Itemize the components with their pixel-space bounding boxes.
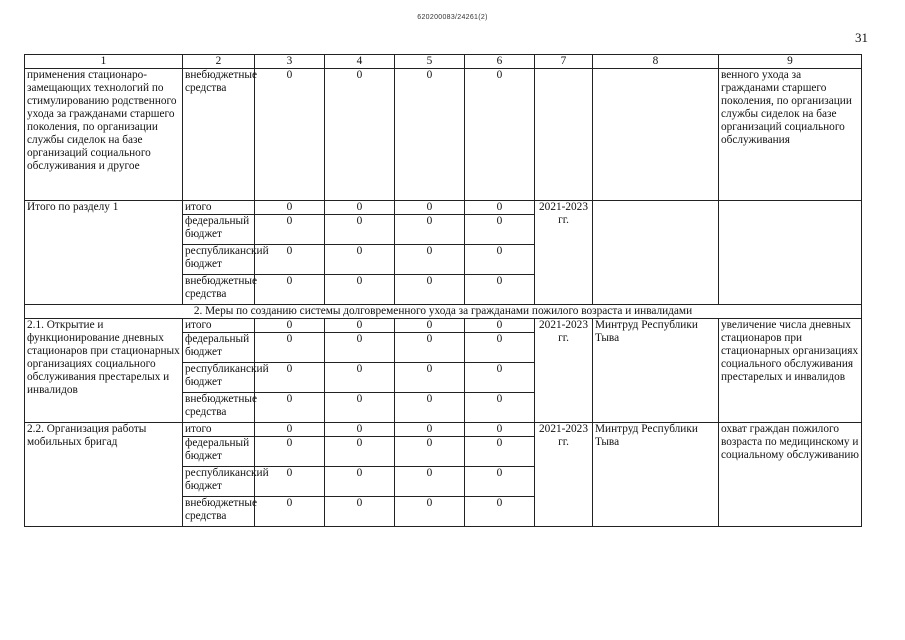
amount-cell: 0 [255, 275, 325, 305]
amount-cell: 0 [325, 319, 395, 333]
funding-source: республиканский бюджет [183, 363, 255, 393]
amount-cell: 0 [325, 497, 395, 527]
amount-cell: 0 [255, 497, 325, 527]
amount-cell: 0 [325, 437, 395, 467]
result-cell: венного ухода за гражданами старшего поколения, по организации службы сиделок на базе организаций социального обслуживания [719, 69, 862, 201]
amount-cell: 0 [395, 69, 465, 201]
amount-cell: 0 [325, 423, 395, 437]
amount-cell: 0 [395, 393, 465, 423]
amount-cell: 0 [325, 69, 395, 201]
period-cell [535, 69, 593, 201]
page-number: 31 [855, 30, 868, 45]
funding-source: внебюджетные средства [183, 393, 255, 423]
amount-cell: 0 [255, 319, 325, 333]
column-number: 2 [183, 55, 255, 69]
amount-cell: 0 [255, 201, 325, 215]
funding-source: внебюджетные средства [183, 69, 255, 201]
funding-source: федеральный бюджет [183, 215, 255, 245]
amount-cell: 0 [325, 275, 395, 305]
measure-name: 2.1. Открытие и функционирование дневных стационаров при стационарных организациях социального обслуживания престарелых и инвалидов [25, 319, 183, 423]
amount-cell: 0 [325, 363, 395, 393]
amount-cell: 0 [395, 275, 465, 305]
table-row [25, 423, 862, 437]
executor-cell [593, 69, 719, 201]
amount-cell: 0 [465, 437, 535, 467]
period-cell: 2021-2023 гг. [535, 423, 593, 527]
column-number: 5 [395, 55, 465, 69]
column-number: 7 [535, 55, 593, 69]
measure-name: 2.2. Организация работы мобильных бригад [25, 423, 183, 527]
result-cell: охват граждан пожилого возраста по медицинскому и социальному обслуживанию [719, 423, 862, 527]
funding-source: федеральный бюджет [183, 333, 255, 363]
amount-cell: 0 [325, 393, 395, 423]
funding-source: федеральный бюджет [183, 437, 255, 467]
column-number: 1 [25, 55, 183, 69]
amount-cell: 0 [255, 363, 325, 393]
funding-source: республиканский бюджет [183, 467, 255, 497]
funding-source: внебюджетные средства [183, 497, 255, 527]
column-number: 3 [255, 55, 325, 69]
amount-cell: 0 [465, 497, 535, 527]
table-row [25, 201, 862, 215]
executor-cell: Минтруд Республики Тыва [593, 423, 719, 527]
section-title-row [25, 305, 862, 319]
amount-cell: 0 [395, 333, 465, 363]
executor-cell [593, 201, 719, 305]
measure-name: Итого по разделу 1 [25, 201, 183, 305]
funding-source: итого [183, 319, 255, 333]
amount-cell: 0 [255, 467, 325, 497]
amount-cell: 0 [325, 201, 395, 215]
amount-cell: 0 [255, 333, 325, 363]
amount-cell: 0 [255, 215, 325, 245]
amount-cell: 0 [465, 319, 535, 333]
amount-cell: 0 [255, 423, 325, 437]
amount-cell: 0 [325, 467, 395, 497]
funding-source: республиканский бюджет [183, 245, 255, 275]
result-cell: увеличение числа дневных стационаров при стационарных организациях социального обслуживания престарелых и инвалидов [719, 319, 862, 423]
amount-cell: 0 [395, 245, 465, 275]
amount-cell: 0 [465, 333, 535, 363]
amount-cell: 0 [465, 69, 535, 201]
amount-cell: 0 [395, 201, 465, 215]
funding-source: итого [183, 423, 255, 437]
amount-cell: 0 [465, 467, 535, 497]
amount-cell: 0 [395, 467, 465, 497]
column-number-row [25, 55, 862, 69]
table-row [25, 69, 862, 201]
result-cell [719, 201, 862, 305]
column-number: 6 [465, 55, 535, 69]
section-title: 2. Меры по созданию системы долговременного ухода за гражданами пожилого возраста и инвалидами [25, 305, 862, 319]
amount-cell: 0 [255, 437, 325, 467]
measure-name: применения стационаро-замещающих технологий по стимулированию родственного ухода за гражданами старшего поколения, по организации службы сиделок на базе организаций социального обслуживания и другое [25, 69, 183, 201]
program-table [24, 54, 862, 527]
amount-cell: 0 [465, 393, 535, 423]
column-number: 9 [719, 55, 862, 69]
amount-cell: 0 [465, 423, 535, 437]
amount-cell: 0 [255, 245, 325, 275]
column-number: 8 [593, 55, 719, 69]
table-row [25, 319, 862, 333]
amount-cell: 0 [395, 215, 465, 245]
amount-cell: 0 [465, 215, 535, 245]
amount-cell: 0 [395, 437, 465, 467]
column-number: 4 [325, 55, 395, 69]
amount-cell: 0 [255, 69, 325, 201]
period-cell: 2021-2023 гг. [535, 201, 593, 305]
amount-cell: 0 [395, 319, 465, 333]
document-id: 620200083/24261(2) [417, 14, 488, 21]
amount-cell: 0 [465, 363, 535, 393]
amount-cell: 0 [465, 245, 535, 275]
funding-source: итого [183, 201, 255, 215]
amount-cell: 0 [465, 201, 535, 215]
amount-cell: 0 [325, 333, 395, 363]
amount-cell: 0 [395, 423, 465, 437]
amount-cell: 0 [395, 363, 465, 393]
executor-cell: Минтруд Республики Тыва [593, 319, 719, 423]
period-cell: 2021-2023 гг. [535, 319, 593, 423]
amount-cell: 0 [325, 245, 395, 275]
funding-source: внебюджетные средства [183, 275, 255, 305]
amount-cell: 0 [395, 497, 465, 527]
amount-cell: 0 [465, 275, 535, 305]
amount-cell: 0 [255, 393, 325, 423]
amount-cell: 0 [325, 215, 395, 245]
